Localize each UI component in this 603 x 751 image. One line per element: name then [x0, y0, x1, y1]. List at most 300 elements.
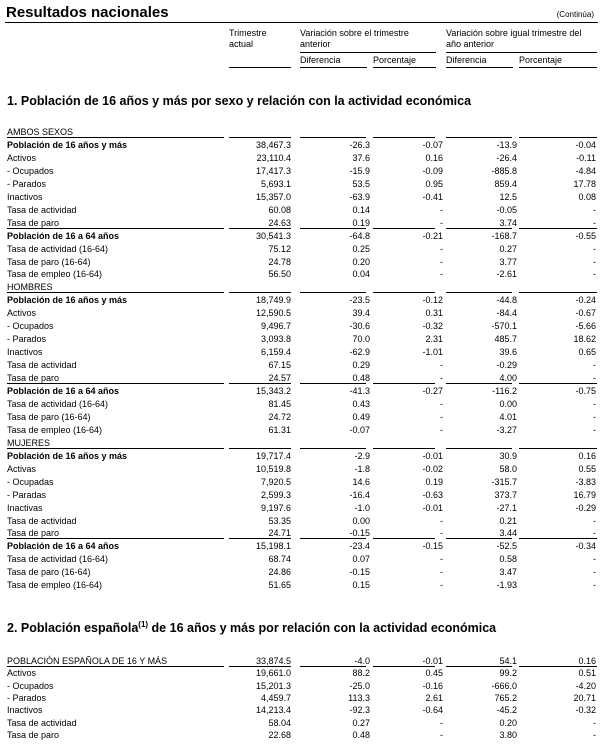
cell-value: 24.57 — [268, 373, 291, 384]
table-row — [7, 268, 597, 280]
cell-value: 113.3 — [348, 692, 370, 703]
cell-value: - — [440, 411, 443, 422]
cell-value: 14,213.4 — [255, 705, 291, 716]
cell-value: 30.9 — [499, 450, 517, 461]
row-label: Inactivos — [7, 347, 43, 358]
cell-value: 0.65 — [578, 347, 596, 358]
cell-value: -0.07 — [349, 424, 370, 435]
row-label: POBLACIÓN ESPAÑOLA DE 16 Y MÁS — [7, 656, 168, 666]
cell-value: -4.20 — [575, 680, 596, 691]
cell-value: -1.01 — [422, 347, 443, 358]
cell-value: -3.83 — [575, 476, 596, 487]
row-label: AMBOS SEXOS — [7, 127, 74, 137]
row-label: Tasa de actividad — [7, 204, 77, 215]
header-pct: Porcentaje — [373, 55, 417, 65]
cell-value: - — [440, 204, 443, 215]
cell-value: 9,197.6 — [260, 502, 291, 513]
table-row — [7, 243, 597, 255]
table-row — [7, 667, 597, 679]
cell-value: 16.79 — [573, 489, 596, 500]
table-row — [7, 729, 597, 741]
rule-segment — [300, 228, 366, 229]
header-diff: Diferencia — [300, 55, 341, 65]
cell-value: 2.31 — [425, 334, 443, 345]
cell-value: 2,599.3 — [260, 489, 291, 500]
cell-value: -16.4 — [349, 489, 370, 500]
header-diff-year: Diferencia — [446, 55, 487, 65]
cell-value: 58.04 — [268, 717, 291, 728]
cell-value: -0.05 — [496, 204, 517, 215]
cell-value: -666.0 — [491, 680, 517, 691]
cell-value: 2.61 — [425, 692, 443, 703]
table-row — [7, 165, 597, 177]
cell-value: 0.20 — [499, 717, 517, 728]
cell-value: -0.04 — [575, 139, 596, 150]
cell-value: 0.00 — [499, 398, 517, 409]
row-label: Tasa de paro — [7, 373, 60, 384]
cell-value: - — [593, 256, 596, 267]
cell-value: -0.27 — [422, 386, 443, 396]
row-label: HOMBRES — [7, 282, 53, 293]
cell-value: 39.6 — [499, 347, 517, 358]
cell-value: 0.48 — [352, 373, 370, 384]
cell-value: -2.9 — [354, 450, 370, 461]
cell-value: -4.84 — [575, 165, 596, 176]
cell-value: 0.04 — [352, 269, 370, 280]
table-row — [7, 178, 597, 190]
cell-value: -0.09 — [422, 165, 443, 176]
row-label: - Ocupados — [7, 165, 54, 176]
row-label: Tasa de actividad (16-64) — [7, 554, 109, 565]
cell-value: - — [440, 256, 443, 267]
row-label: - Parados — [7, 692, 47, 703]
report-header — [5, 2, 598, 23]
table-row — [7, 333, 597, 345]
table-row — [7, 256, 597, 268]
cell-value: -4.0 — [354, 656, 370, 666]
cell-value: - — [593, 269, 596, 280]
table-row — [7, 680, 597, 692]
table-row — [7, 152, 597, 164]
cell-value: -0.21 — [422, 230, 443, 241]
cell-value: 0.21 — [499, 515, 517, 526]
cell-value: -0.07 — [422, 139, 443, 150]
cell-value: -41.3 — [349, 386, 370, 396]
row-label: Activos — [7, 308, 37, 319]
rule-segment — [229, 137, 291, 138]
row-label: Tasa de actividad — [7, 515, 77, 526]
rule-segment — [373, 137, 435, 138]
cell-value: 30,541.3 — [255, 230, 291, 241]
cell-value: 20.71 — [573, 692, 596, 703]
cell-value: 88.2 — [352, 668, 370, 679]
row-label: Activas — [7, 463, 37, 474]
cell-value: 14.6 — [352, 476, 370, 487]
row-label: Tasa de paro — [7, 729, 60, 740]
cell-value: -15.9 — [349, 165, 370, 176]
cell-value: 58.0 — [499, 463, 517, 474]
cell-value: -1.0 — [354, 502, 370, 513]
cell-value: -315.7 — [491, 476, 517, 487]
row-label: - Ocupados — [7, 680, 54, 691]
row-label: Tasa de actividad (16-64) — [7, 398, 109, 409]
cell-value: 4.01 — [499, 411, 517, 422]
table-row — [7, 553, 597, 565]
rule-segment — [373, 228, 435, 229]
cell-value: 19,717.4 — [255, 450, 291, 461]
cell-value: -23.5 — [349, 295, 370, 306]
row-label: Activos — [7, 668, 37, 679]
cell-value: 24.78 — [268, 256, 291, 267]
table-row — [7, 515, 597, 527]
rule-segment — [300, 383, 366, 384]
rule-segment — [229, 383, 291, 384]
cell-value: 3.80 — [499, 729, 517, 740]
cell-value: 5,693.1 — [260, 178, 291, 189]
cell-value: 0.07 — [352, 554, 370, 565]
table-row — [7, 463, 597, 475]
row-separator — [7, 126, 597, 138]
row-label: Población de 16 a 64 años — [7, 541, 120, 552]
header-var-prev-year: Variación sobre igual trimestre del año anterior — [446, 28, 582, 49]
cell-value: -0.01 — [422, 502, 443, 513]
cell-value: - — [593, 554, 596, 565]
cell-value: -27.1 — [496, 502, 517, 513]
cell-value: 0.20 — [352, 256, 370, 267]
cell-value: - — [593, 204, 596, 215]
cell-value: 3.77 — [499, 256, 517, 267]
header-pct-year: Porcentaje — [519, 55, 563, 65]
cell-value: 38,467.3 — [255, 139, 291, 150]
cell-value: - — [440, 424, 443, 435]
header-current-quarter: Trimestre actual — [229, 28, 267, 49]
rule-segment — [7, 228, 224, 229]
cell-value: 6,159.4 — [260, 347, 291, 358]
cell-value: - — [593, 567, 596, 578]
cell-value: -3.27 — [496, 424, 517, 435]
row-label: Población de 16 años y más — [7, 295, 128, 306]
header-rule — [300, 67, 367, 68]
cell-value: - — [440, 360, 443, 371]
row-label: - Parados — [7, 334, 47, 345]
rule-segment — [519, 383, 597, 384]
cell-value: -44.8 — [496, 295, 517, 306]
cell-value: -0.29 — [496, 360, 517, 371]
row-label: MUJERES — [7, 437, 51, 448]
table-row — [7, 230, 597, 242]
table-row — [7, 424, 597, 436]
cell-value: -0.29 — [575, 502, 596, 513]
cell-value: 24.63 — [268, 217, 291, 228]
cell-value: 67.15 — [268, 360, 291, 371]
cell-value: 0.27 — [352, 717, 370, 728]
header-rule — [373, 67, 436, 68]
table-row — [7, 294, 597, 306]
cell-value: -0.41 — [422, 191, 443, 202]
row-label: - Ocupadas — [7, 476, 54, 487]
rule-segment — [373, 538, 435, 539]
cell-value: 24.72 — [268, 411, 291, 422]
rule-segment — [446, 137, 512, 138]
table-row — [7, 476, 597, 488]
cell-value: 0.58 — [499, 554, 517, 565]
cell-value: -0.01 — [422, 450, 443, 461]
rule-segment — [300, 448, 366, 449]
page-title: Resultados nacionales — [6, 4, 169, 21]
cell-value: 0.55 — [578, 463, 596, 474]
cell-value: 0.45 — [425, 668, 443, 679]
cell-value: -52.5 — [496, 541, 517, 552]
cell-value: 0.25 — [352, 243, 370, 254]
table-row — [7, 307, 597, 319]
rule-segment — [373, 292, 435, 293]
cell-value: 373.7 — [494, 489, 517, 500]
rule-segment — [229, 228, 291, 229]
cell-value: 61.31 — [268, 424, 291, 435]
cell-value: -0.15 — [422, 541, 443, 552]
cell-value: 0.43 — [352, 398, 370, 409]
table-row — [7, 398, 597, 410]
cell-value: -0.15 — [349, 528, 370, 539]
cell-value: -0.11 — [576, 152, 596, 163]
cell-value: 7,920.5 — [260, 476, 291, 487]
header-rule — [446, 67, 513, 68]
row-label: Tasa de paro — [7, 217, 60, 228]
cell-value: -570.1 — [491, 321, 517, 332]
cell-value: 81.45 — [268, 398, 291, 409]
cell-value: -26.4 — [496, 152, 517, 163]
cell-value: - — [440, 528, 443, 539]
cell-value: - — [440, 717, 443, 728]
cell-value: - — [440, 373, 443, 384]
rule-segment — [519, 228, 597, 229]
cell-value: 0.49 — [352, 411, 370, 422]
table-row — [7, 540, 597, 552]
cell-value: 15,198.1 — [255, 541, 291, 552]
cell-value: 765.2 — [494, 692, 517, 703]
cell-value: 12,590.5 — [255, 308, 291, 319]
cell-value: -62.9 — [349, 347, 370, 358]
cell-value: - — [593, 411, 596, 422]
row-label: - Parados — [7, 178, 47, 189]
cell-value: -63.9 — [349, 191, 370, 202]
cell-value: 3.74 — [499, 217, 517, 228]
rule-segment — [229, 538, 291, 539]
rule-segment — [446, 383, 512, 384]
row-label: Población de 16 años y más — [7, 450, 128, 461]
cell-value: -0.12 — [422, 295, 443, 306]
table-row — [7, 204, 597, 216]
row-label: Tasa de empleo (16-64) — [7, 269, 103, 280]
section-2-title — [7, 617, 527, 636]
header-var-prev-quarter: Variación sobre el trimestre anterior — [300, 28, 409, 49]
table-row — [7, 411, 597, 423]
cell-value: 9,496.7 — [260, 321, 291, 332]
row-label: Tasa de paro (16-64) — [7, 256, 91, 267]
table-row — [7, 450, 597, 462]
rule-segment — [7, 538, 224, 539]
rule-segment — [7, 448, 224, 449]
table-row — [7, 566, 597, 578]
cell-value: -0.24 — [575, 295, 596, 306]
rule-segment — [7, 383, 224, 384]
cell-value: -26.3 — [349, 139, 370, 150]
cell-value: - — [440, 515, 443, 526]
cell-value: -13.9 — [496, 139, 517, 150]
table-row — [7, 692, 597, 704]
cell-value: -1.93 — [496, 580, 517, 591]
rule-segment — [446, 292, 512, 293]
cell-value: - — [593, 360, 596, 371]
rule-segment — [519, 292, 597, 293]
cell-value: -0.55 — [575, 230, 596, 241]
cell-value: -0.32 — [575, 705, 596, 716]
cell-value: 0.08 — [578, 191, 596, 202]
rule-segment — [373, 383, 435, 384]
section-1-title: 1. Población de 16 años y más por sexo y relación con la actividad económica — [7, 94, 472, 108]
cell-value: 39.4 — [352, 308, 370, 319]
continued-note: (Continúa) — [556, 10, 594, 19]
rule-segment — [7, 137, 224, 138]
rule-segment — [229, 448, 291, 449]
cell-value: - — [440, 729, 443, 740]
table-row — [7, 704, 597, 716]
cell-value: - — [440, 217, 443, 228]
cell-value: - — [593, 373, 596, 384]
rule-segment — [300, 538, 366, 539]
row-label: Tasa de empleo (16-64) — [7, 580, 103, 591]
cell-value: - — [440, 580, 443, 591]
table-row — [7, 489, 597, 501]
cell-value: 17.78 — [573, 178, 596, 189]
cell-value: 54.1 — [499, 656, 517, 666]
cell-value: -0.32 — [422, 321, 443, 332]
row-separator — [7, 281, 597, 293]
cell-value: 0.51 — [578, 668, 596, 679]
row-label: Población de 16 a 64 años — [7, 386, 120, 396]
cell-value: -0.75 — [575, 386, 596, 396]
cell-value: - — [593, 717, 596, 728]
rule-segment — [519, 448, 597, 449]
cell-value: -92.3 — [349, 705, 370, 716]
cell-value: 15,357.0 — [255, 191, 291, 202]
cell-value: 0.16 — [578, 656, 596, 666]
cell-value: - — [440, 398, 443, 409]
cell-value: 15,201.3 — [255, 680, 291, 691]
header-rule — [300, 52, 436, 53]
cell-value: - — [593, 528, 596, 539]
cell-value: 859.4 — [494, 178, 517, 189]
cell-value: 24.86 — [268, 567, 291, 578]
section-2-title-post: de 16 años y más por relación con la actividad económica — [148, 621, 497, 636]
rule-segment — [7, 292, 224, 293]
table-row — [7, 359, 597, 371]
cell-value: - — [593, 398, 596, 409]
cell-value: 18.62 — [573, 334, 596, 345]
footnote-marker: (1) — [138, 620, 149, 629]
cell-value: 10,519.8 — [255, 463, 291, 474]
rule-segment — [300, 137, 366, 138]
cell-value: 0.31 — [425, 308, 443, 319]
cell-value: -23.4 — [349, 541, 370, 552]
row-label: Inactivas — [7, 502, 43, 513]
cell-value: -1.8 — [354, 463, 370, 474]
cell-value: 0.95 — [425, 178, 443, 189]
row-separator — [7, 217, 597, 229]
row-label: Población de 16 a 64 años — [7, 230, 120, 241]
rule-segment — [519, 137, 597, 138]
cell-value: 0.16 — [578, 450, 596, 461]
row-label: Tasa de actividad — [7, 360, 77, 371]
section-2-title-pre: 2. Población española — [7, 621, 139, 636]
cell-value: -168.7 — [491, 230, 517, 241]
cell-value: 3,093.8 — [260, 334, 291, 345]
cell-value: 23,110.4 — [256, 152, 291, 163]
table-row — [7, 320, 597, 332]
cell-value: 24.71 — [268, 528, 291, 539]
cell-value: 12.5 — [499, 191, 517, 202]
cell-value: 53.5 — [352, 178, 370, 189]
row-label: - Ocupados — [7, 321, 54, 332]
cell-value: 51.65 — [268, 580, 291, 591]
cell-value: 22.68 — [268, 729, 291, 740]
cell-value: -64.8 — [349, 230, 370, 241]
rule-segment — [446, 538, 512, 539]
row-label: Tasa de actividad (16-64) — [7, 243, 109, 254]
cell-value: 56.50 — [268, 269, 291, 280]
cell-value: - — [593, 729, 596, 740]
cell-value: 60.08 — [268, 204, 291, 215]
cell-value: 0.48 — [352, 729, 370, 740]
table-row — [7, 579, 597, 591]
cell-value: -0.63 — [422, 489, 443, 500]
rule-segment — [300, 292, 366, 293]
cell-value: 3.47 — [499, 567, 517, 578]
cell-value: 15,343.2 — [255, 386, 291, 396]
cell-value: -0.16 — [422, 680, 443, 691]
cell-value: - — [593, 217, 596, 228]
table-row — [7, 346, 597, 358]
cell-value: - — [440, 243, 443, 254]
rule-segment — [446, 228, 512, 229]
row-separator — [7, 655, 597, 667]
cell-value: -0.15 — [349, 567, 370, 578]
cell-value: 33,874.5 — [255, 656, 291, 666]
cell-value: -0.02 — [422, 463, 443, 474]
cell-value: -45.2 — [496, 705, 517, 716]
cell-value: 75.12 — [268, 243, 291, 254]
cell-value: 0.15 — [352, 580, 370, 591]
table-row — [7, 191, 597, 203]
cell-value: -2.61 — [496, 269, 517, 280]
cell-value: 0.14 — [352, 204, 370, 215]
row-label: Tasa de paro — [7, 528, 60, 539]
cell-value: 99.2 — [499, 668, 517, 679]
cell-value: - — [593, 424, 596, 435]
cell-value: -25.0 — [349, 680, 370, 691]
row-label: Tasa de paro (16-64) — [7, 411, 91, 422]
cell-value: 0.27 — [499, 243, 517, 254]
cell-value: -116.2 — [492, 386, 517, 396]
rule-segment — [229, 292, 291, 293]
row-label: Tasa de paro (16-64) — [7, 567, 91, 578]
row-separator — [7, 527, 597, 539]
table-row — [7, 139, 597, 151]
header-rule — [229, 67, 291, 68]
row-label: Activos — [7, 152, 37, 163]
cell-value: -0.34 — [575, 541, 596, 552]
cell-value: 19,661.0 — [255, 668, 291, 679]
